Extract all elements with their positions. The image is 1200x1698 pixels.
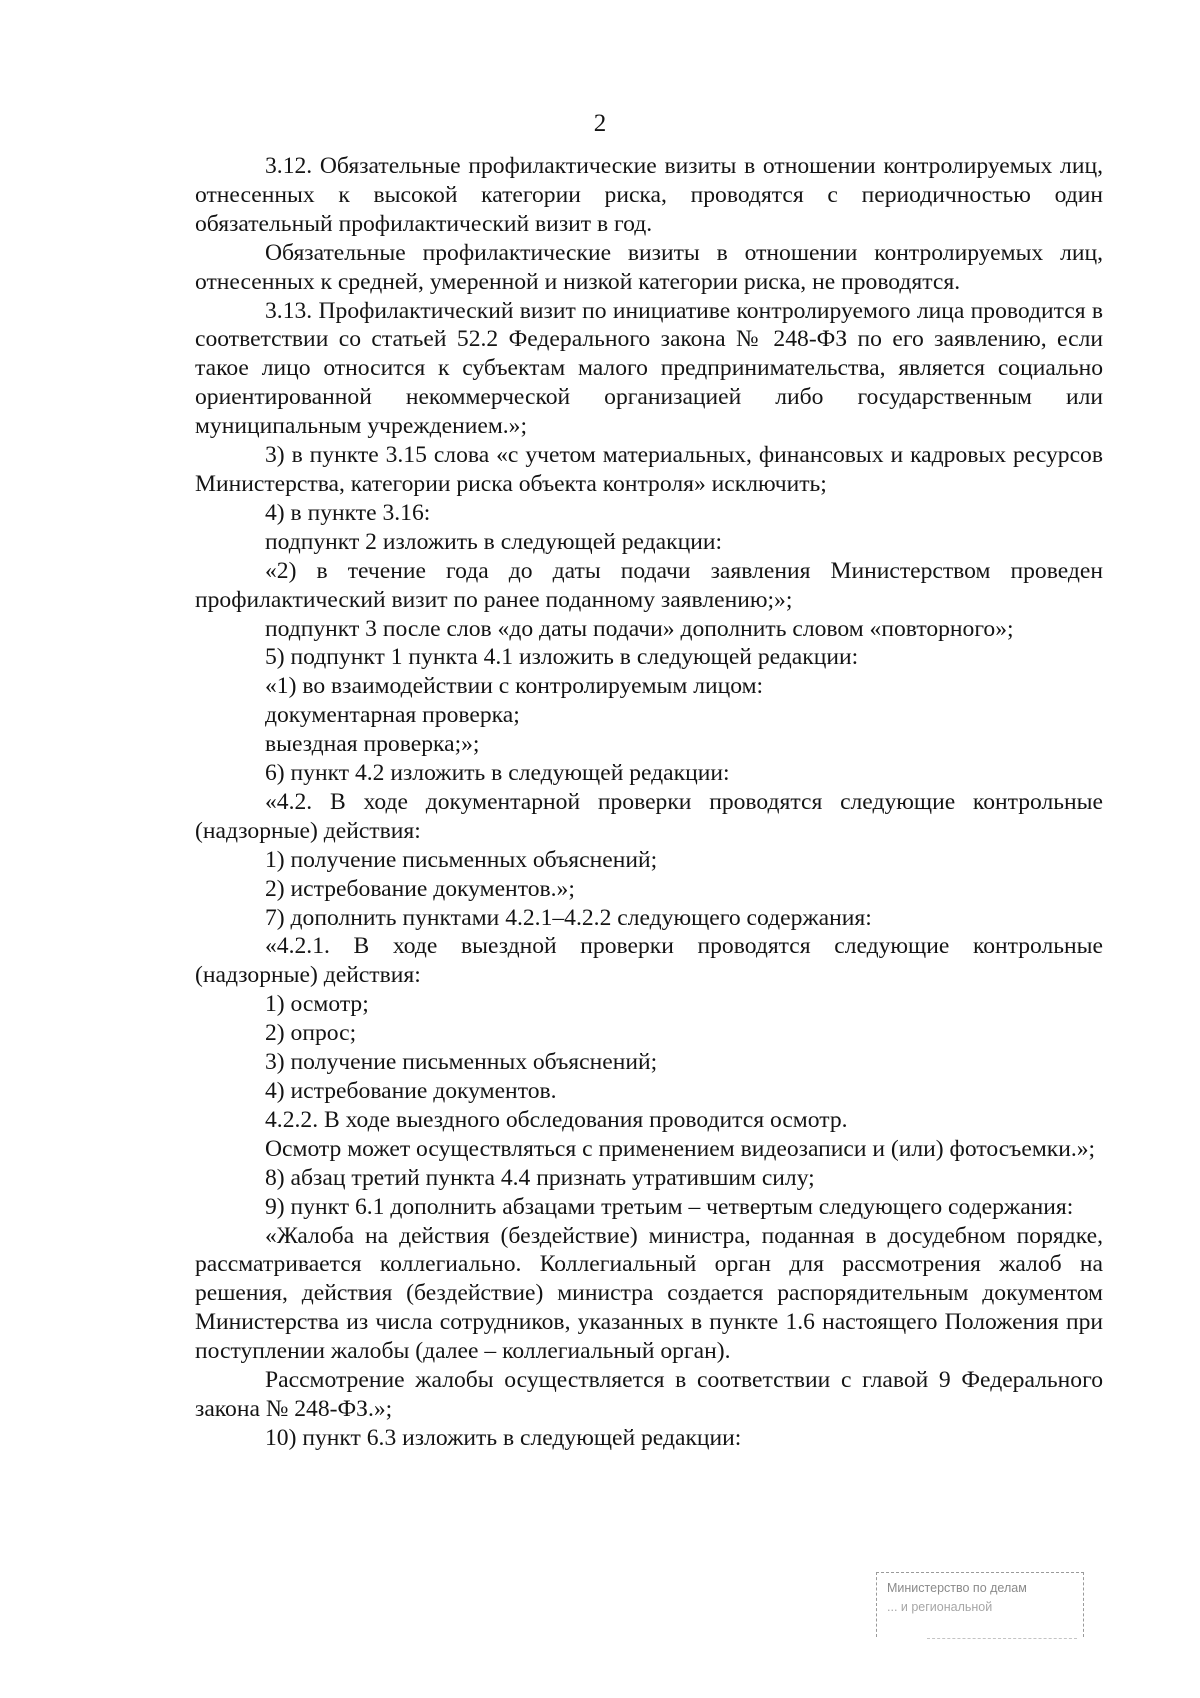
page-number: 2 [593,110,607,137]
paragraph: 3) получение письменных объяснений; [265,1049,658,1076]
paragraph: 3.13. Профилактический визит по инициативе контролируемого лица проводится в соответствии со статьей 52.2 Федерального закона № 248-ФЗ по его заявлению, если такое лицо относится к субъектам малого предпринимательства, является социально ориентированной некоммерческой организацией либо государственным или муниципальным учреждением.»; [195,297,1103,440]
registration-stamp [876,1572,1084,1637]
paragraph: 4.2.2. В ходе выездного обследования проводится осмотр. [265,1106,848,1133]
paragraph: 2) истребование документов.»; [265,875,575,902]
paragraph: 7) дополнить пунктами 4.2.1–4.2.2 следующего содержания: [265,904,872,931]
paragraph: Осмотр может осуществляться с применением видеозаписи и (или) фотосъемки.»; [265,1135,1096,1162]
paragraph: 1) осмотр; [265,991,369,1018]
paragraph: Рассмотрение жалобы осуществляется в соответствии с главой 9 Федерального закона № 248-ФЗ.»; [195,1367,1103,1422]
paragraph: 2) опрос; [265,1020,357,1047]
paragraph: 3.12. Обязательные профилактические визиты в отношении контролируемых лиц, отнесенных к высокой категории риска, проводятся с периодичностью один обязательный профилактический визит в год. [195,153,1103,237]
paragraph: 4) истребование документов. [265,1078,557,1104]
paragraph: 1) получение письменных объяснений; [265,846,658,873]
paragraph: 6) пункт 4.2 изложить в следующей редакции: [265,760,730,787]
paragraph: 4) в пункте 3.16: [265,499,431,526]
stamp-line: ... и региональной [887,1600,993,1614]
paragraph: 9) пункт 6.1 дополнить абзацами третьим – четвертым следующего содержания: [265,1193,1074,1220]
paragraph: 10) пункт 6.3 изложить в следующей редакции: [265,1424,742,1451]
paragraph: «2) в течение года до даты подачи заявления Министерством проведен профилактический визит по ранее поданному заявлению;»; [195,557,1103,613]
paragraph: подпункт 2 изложить в следующей редакции: [265,528,723,555]
paragraph: 3) в пункте 3.15 слова «с учетом материальных, финансовых и кадровых ресурсов Министерства, категории риска объекта контроля» исключить; [195,442,1103,497]
paragraph: подпункт 3 после слов «до даты подачи» дополнить словом «повторного»; [265,615,1014,642]
stamp-line: Министерство по делам [887,1581,1027,1595]
paragraph: 8) абзац третий пункта 4.4 признать утратившим силу; [265,1164,815,1191]
document-body [195,152,1103,1453]
paragraph: «Жалоба на действия (бездействие) министра, поданная в досудебном порядке, рассматривается коллегиально. Коллегиальный орган для рассмотрения жалоб на решения, действия (бездействие) министра создается распорядительным документом Министерства из числа сотрудников, указанных в пункте 1.6 настоящего Положения при поступлении жалобы (далее – коллегиальный орган). [195,1222,1103,1365]
paragraph: «4.2.1. В ходе выездной проверки проводятся следующие контрольные (надзорные) действия: [195,933,1103,989]
paragraph: 5) подпункт 1 пункта 4.1 изложить в следующей редакции: [265,644,859,671]
paragraph: «1) во взаимодействии с контролируемым лицом: [265,673,764,700]
paragraph: выездная проверка;»; [265,731,480,758]
paragraph: «4.2. В ходе документарной проверки проводятся следующие контрольные (надзорные) действия: [195,788,1103,844]
paragraph: документарная проверка; [265,702,520,729]
stamp-border [927,1638,1077,1639]
paragraph: Обязательные профилактические визиты в отношении контролируемых лиц, отнесенных к средней, умеренной и низкой категории риска, не проводятся. [195,239,1103,295]
